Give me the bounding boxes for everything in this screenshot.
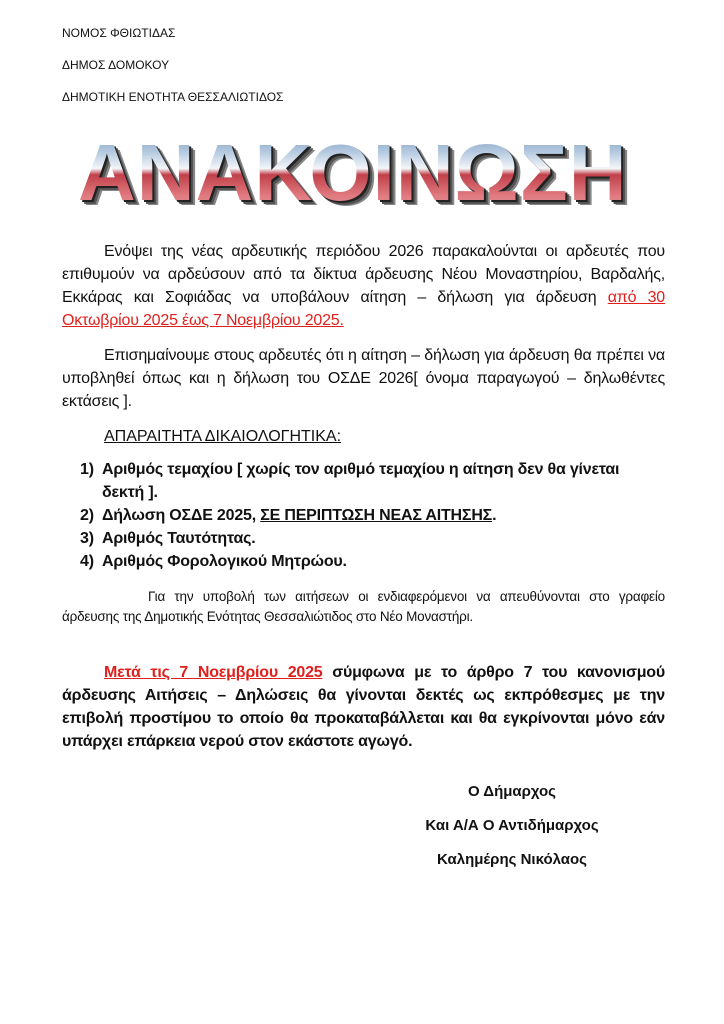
- signature-name: Καλημέρης Νικόλαος: [437, 851, 587, 868]
- paragraph-late-submissions: [62, 661, 665, 753]
- paragraph-intro: [62, 240, 665, 332]
- item-text: Αριθμός Ταυτότητας.: [102, 530, 256, 547]
- header-municipality: ΔΗΜΟΣ ΔΟΜΟΚΟΥ: [62, 58, 170, 72]
- late-text: σύμφωνα με το άρθρο 7 του κανονισμού άρδευσης Αιτήσεις – Δηλώσεις θα γίνονται δεκτές ως εκπρόθεσμες με την επιβολή προστίμου το οποίο θα προκαταβάλλεται και θα εγκρίνονται μόνο εάν υπάρχει επάρκεια νερού στον εκάστοτε αγωγό.: [62, 664, 665, 750]
- list-item: [80, 458, 665, 504]
- header-prefecture: ΝΟΜΟΣ ΦΘΙΩΤΙΔΑΣ: [62, 26, 176, 40]
- item-number: 1): [80, 461, 94, 478]
- list-item: [80, 550, 665, 573]
- item-number: 4): [80, 553, 94, 570]
- item-text-tail: .: [492, 507, 497, 524]
- header-unit: ΔΗΜΟΤΙΚΗ ΕΝΟΤΗΤΑ ΘΕΣΣΑΛΙΩΤΙΔΟΣ: [62, 90, 284, 104]
- title-text: ΑΝΑΚΟΙΝΩΣΗ: [78, 128, 665, 218]
- intro-text: Ενόψει της νέας αρδευτικής περιόδου 2026 παρακαλούνται οι αρδευτές που επιθυμούν να αρδεύσουν από τα δίκτυα άρδευσης Νέου Μοναστηρίου, Βαρδαλής, Εκκάρας και Σοφιάδας να υποβάλουν αίτηση – δήλωση για άρδευση: [62, 243, 665, 306]
- list-item: [80, 527, 665, 550]
- item-text: [102, 504, 496, 527]
- list-item: [80, 504, 665, 527]
- requirements-heading: ΑΠΑΡΑΙΤΗΤΑ ΔΙΚΑΙΟΛΟΓΗΤΙΚΑ:: [104, 428, 342, 445]
- paragraph-osde: Επισημαίνουμε στους αρδευτές ότι η αίτηση – δήλωση για άρδευση θα πρέπει να υποβληθεί όπως και η δήλωση του ΟΣΔΕ 2026[ όνομα παραγωγού – δηλωθέντες εκτάσεις ].: [62, 347, 665, 410]
- deadline-dates: από 30 Οκτωβρίου 2025 έως 7 Νοεμβρίου 2025.: [62, 289, 665, 329]
- signature-deputy: Και Α/Α Ο Αντιδήμαρχος: [425, 817, 599, 834]
- announcement-title: [78, 128, 665, 218]
- item-text-underlined: ΣΕ ΠΕΡΙΠΤΩΣΗ ΝΕΑΣ ΑΙΤΗΣΗΣ: [260, 507, 493, 524]
- signature-block: [62, 775, 665, 877]
- signature-title: Ο Δήμαρχος: [468, 783, 556, 800]
- item-text: Αριθμός τεμαχίου [ χωρίς τον αριθμό τεμαχίου η αίτηση δεν θα γίνεται δεκτή ].: [102, 461, 620, 501]
- item-text: Αριθμός Φορολογικού Μητρώου.: [102, 553, 347, 570]
- requirements-list: [80, 458, 665, 573]
- paragraph-office: Για την υποβολή των αιτήσεων οι ενδιαφερόμενοι να απευθύνονται στο γραφείο άρδευσης της Δημοτικής Ενότητας Θεσσαλιώτιδος στο Νέο Μοναστήρι.: [62, 589, 665, 624]
- item-number: 3): [80, 530, 94, 547]
- item-number: 2): [80, 507, 94, 524]
- late-deadline: Μετά τις 7 Νοεμβρίου 2025: [104, 664, 323, 681]
- item-text-main: Δήλωση ΟΣΔΕ 2025,: [102, 507, 261, 524]
